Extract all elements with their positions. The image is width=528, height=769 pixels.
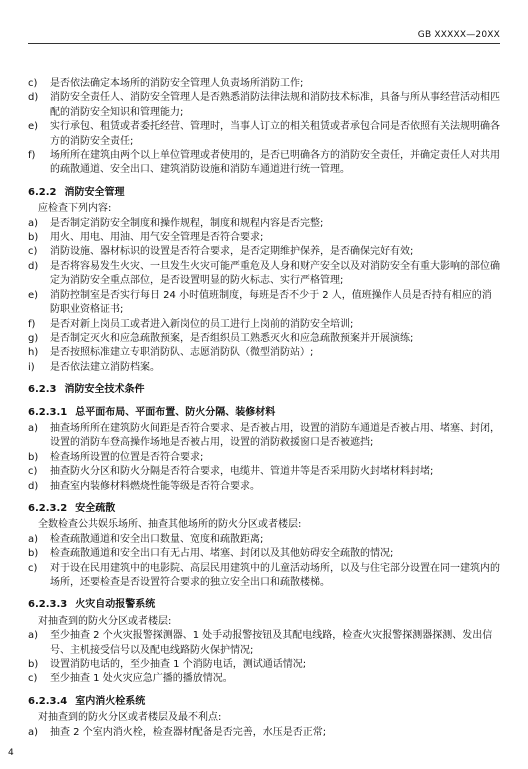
section-number: 6.2.2: [28, 186, 57, 198]
list-item-text: 抽查室内装修材料燃烧性能等级是否符合要求。: [50, 480, 260, 492]
paragraph: 全数检查公共娱乐场所、抽查其他场所的防火分区或者楼层:: [38, 519, 302, 531]
list-item-label: a): [28, 533, 39, 545]
list-item: [28, 231, 500, 245]
list-item-label: d): [28, 260, 39, 272]
list-item-label: f): [28, 318, 36, 330]
list-item-text: 检查场所设置的位置是否符合要求;: [50, 451, 204, 463]
list-item: [28, 547, 500, 561]
list-item-label: d): [28, 92, 39, 104]
list-item: [28, 658, 500, 672]
list-item: [28, 726, 500, 740]
list-item: [28, 149, 500, 178]
standard-code: GB XXXXX—20XX: [417, 30, 500, 40]
list-item-label: e): [28, 289, 39, 301]
list-item-text: 是否制定消防安全制度和操作规程，制度和规程内容是否完整;: [50, 217, 324, 229]
list-item-text: 是否将容易发生火灾、一旦发生火灾可能严重危及人身和财产安全以及对消防安全有重大影响的部位确定为消防安全重点部位，是否设置明显的防火标志、实行严格管理;: [50, 260, 500, 287]
header-rule: [28, 43, 500, 44]
list-item-text: 场所所在建筑由两个以上单位管理或者使用的，是否已明确各方的消防安全责任，并确定责任人对共用的疏散通道、安全出口、建筑消防设施和消防车通道进行统一管理。: [50, 150, 500, 176]
section-title: 室内消火栓系统: [75, 695, 146, 707]
list-item-label: b): [28, 659, 39, 671]
section-number: 6.2.3.2: [28, 502, 68, 514]
list-item-label: f): [28, 150, 36, 162]
list-item-text: 用火、用电、用油、用气安全管理是否符合要求;: [50, 232, 264, 244]
page-number: 4: [8, 748, 14, 758]
list-item-label: a): [28, 422, 39, 434]
list-item-text: 消防控制室是否实行每日 24 小时值班制度，每班是否不少于 2 人，值班操作人员是否持有相应的消防职业资格证书;: [50, 289, 492, 316]
section-title: 消防安全管理: [64, 186, 125, 198]
section-heading: [28, 186, 500, 200]
section-number: 6.2.3.1: [28, 406, 68, 418]
list-item-text: 抽查防火分区和防火分隔是否符合要求，电缆井、管道井等是否采用防火封堵材料封堵;: [50, 466, 434, 478]
paragraph: 对抽查到的防火分区或者楼层及最不利点:: [38, 712, 222, 724]
list-item-label: b): [28, 451, 39, 463]
document-body: [28, 77, 500, 740]
list-item: [28, 91, 500, 120]
list-item-label: c): [28, 673, 38, 685]
list-item-text: 消防安全责任人、消防安全管理人是否熟悉消防法律法规和消防技术标准，具备与所从事经营活动相匹配的消防安全知识和管理能力;: [50, 92, 500, 118]
list-item-label: d): [28, 480, 39, 492]
list-item: [28, 629, 500, 658]
list-item-label: h): [28, 347, 39, 359]
list-item-text: 检查疏散通道和安全出口数量、宽度和疏散距离;: [50, 533, 264, 545]
list-item-label: a): [28, 726, 39, 738]
list-item: [28, 422, 500, 451]
paragraph: 对抽查到的防火分区或者楼层:: [38, 615, 172, 627]
list-item: [28, 361, 500, 375]
list-item: [28, 332, 500, 346]
list-item: [28, 533, 500, 547]
list-item-label: g): [28, 332, 39, 344]
list-item-label: c): [28, 78, 38, 89]
section-title: 总平面布局、平面布置、防火分隔、装修材料: [75, 406, 276, 418]
list-item-label: e): [28, 121, 39, 133]
section-title: 消防安全技术条件: [64, 384, 145, 396]
section-heading: [28, 406, 500, 420]
list-item-text: 实行承包、租赁或者委托经营、管理时，当事人订立的相关租赁或者承包合同是否依照有关法规明确各方的消防安全责任;: [50, 121, 500, 147]
list-item-text: 对于设在民用建筑中的电影院、高层民用建筑中的儿童活动场所，以及与住宅部分设置在同一建筑内的场所，还要检查是否设置符合要求的独立安全出口和疏散楼梯。: [50, 562, 500, 588]
list-item: [28, 260, 500, 289]
list-item-text: 抽查场所所在建筑防火间距是否符合要求、是否被占用，设置的消防车通道是否被占用、堵塞、封闭，设置的消防车登高操作场地是否被占用，设置的消防救援窗口是否被遮挡;: [50, 422, 500, 449]
list-item-text: 至少抽查 1 处火灾应急广播的播放情况。: [50, 673, 233, 685]
list-item-text: 设置消防电话的，至少抽查 1 个消防电话，测试通话情况;: [50, 659, 307, 671]
list-item: [28, 465, 500, 479]
list-item: [28, 562, 500, 591]
list-item-text: 抽查 2 个室内消火栓，检查器材配备是否完善，水压是否正常;: [50, 726, 327, 738]
section-title: 火灾自动报警系统: [75, 599, 156, 611]
list-item-text: 是否依法建立消防档案。: [50, 361, 160, 373]
list-item: [28, 451, 500, 465]
list-item-text: 至少抽查 2 个火灾报警探测器、1 处手动报警按钮及其配电线路，检查火灾报警探测器探测、发出信号、主机接受信号以及配电线路防火保护情况;: [50, 630, 493, 656]
list-item-label: c): [28, 466, 38, 478]
list-item-text: 是否对新上岗员工或者进入新岗位的员工进行上岗前的消防安全培训;: [50, 318, 354, 330]
list-item-text: 是否制定灭火和应急疏散预案，是否组织员工熟悉灭火和应急疏散预案并开展演练;: [50, 332, 414, 344]
section-number: 6.2.3: [28, 384, 57, 396]
section-heading: [28, 598, 500, 612]
list-item-label: b): [28, 232, 39, 244]
list-item-text: 消防设施、器材标识的设置是否符合要求，是否定期维护保养，是否确保完好有效;: [50, 246, 414, 258]
section-title: 安全疏散: [75, 502, 116, 514]
section-number: 6.2.3.3: [28, 599, 68, 611]
list-item-label: b): [28, 548, 39, 560]
list-item: [28, 318, 500, 332]
list-item: [28, 346, 500, 360]
list-item: [28, 77, 500, 91]
list-item-text: 检查疏散通道和安全出口有无占用、堵塞、封闭以及其他妨碍安全疏散的情况;: [50, 548, 394, 560]
list-item-label: c): [28, 562, 38, 574]
list-item: [28, 245, 500, 259]
list-item: [28, 289, 500, 318]
section-heading: [28, 383, 500, 397]
list-item-label: i): [28, 361, 35, 373]
list-item-text: 是否依法确定本场所的消防安全管理人负责场所消防工作;: [50, 78, 304, 89]
list-item-label: a): [28, 217, 39, 229]
list-item: [28, 217, 500, 231]
list-item-label: a): [28, 630, 39, 642]
section-heading: [28, 695, 500, 709]
list-item: [28, 120, 500, 149]
section-number: 6.2.3.4: [28, 695, 68, 707]
list-item: [28, 480, 500, 494]
list-item-label: c): [28, 246, 38, 258]
paragraph: 应检查下列内容:: [38, 203, 112, 215]
section-heading: [28, 502, 500, 516]
list-item-text: 是否按照标准建立专职消防队、志愿消防队（微型消防站）;: [50, 347, 314, 359]
list-item: [28, 672, 500, 686]
